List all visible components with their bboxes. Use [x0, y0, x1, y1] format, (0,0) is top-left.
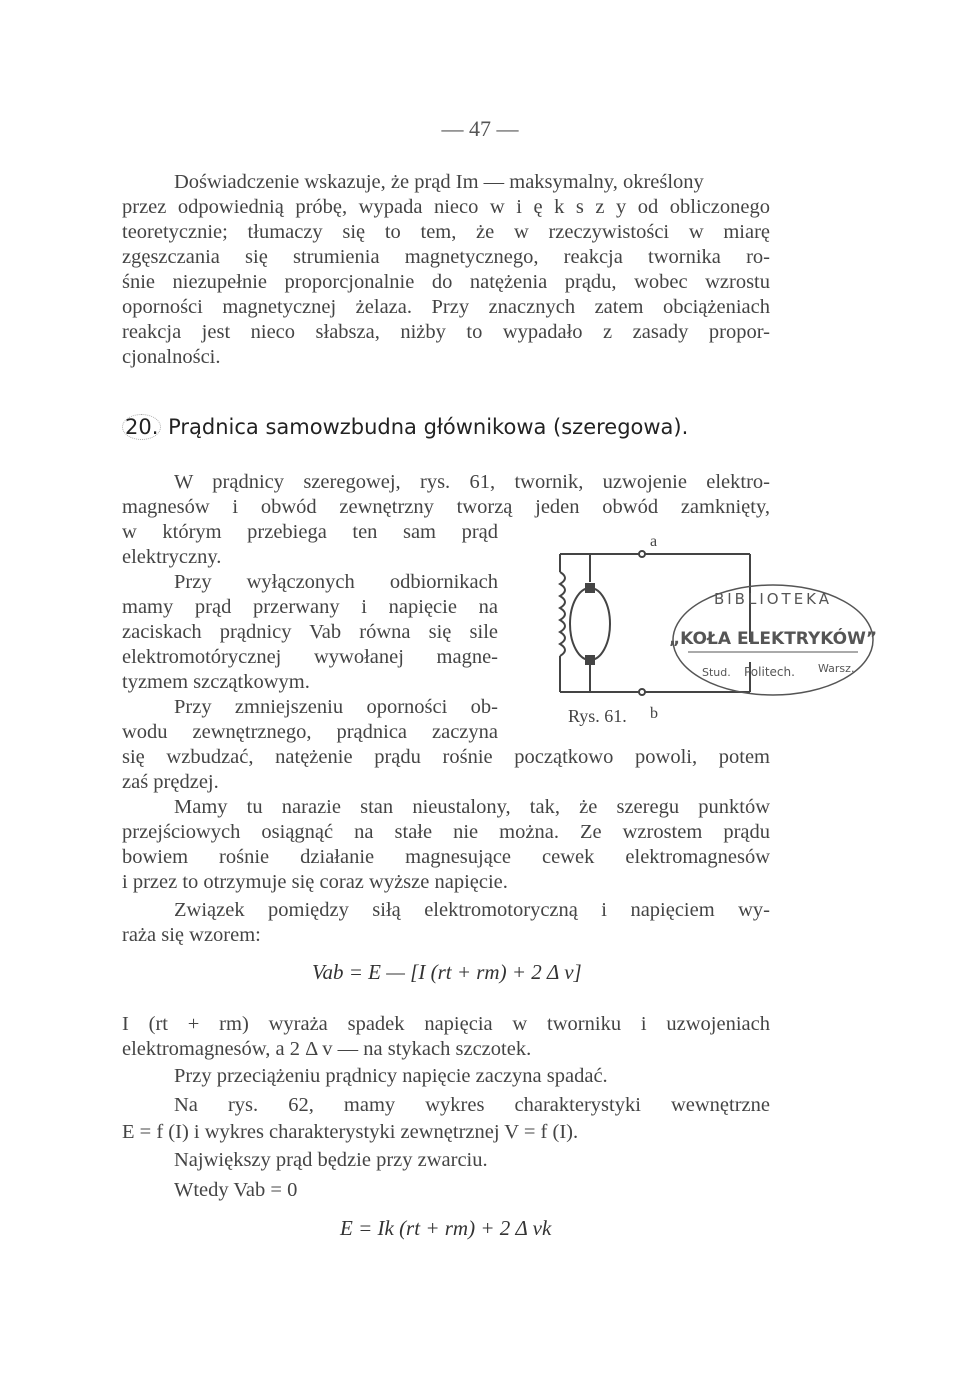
section-heading — [122, 414, 688, 440]
stamp-bottom-left: Stud. — [702, 666, 731, 679]
para2-line-2: magnesów i obwód zewnętrzny tworzą jeden obwód zamknięty, — [122, 496, 770, 518]
terminal-b — [639, 689, 645, 695]
section-title: Prądnica samowzbudna głównikowa (szeregowa). — [168, 415, 689, 439]
para1-line-1: Doświadczenie wskazuje, że prąd Im — maksymalny, określony — [174, 171, 704, 193]
section-number: 20. — [122, 414, 161, 440]
para7-line-2: elektromagnesów, a 2 Δ v — na stykach szczotek. — [122, 1038, 532, 1060]
para3-line-1: Przy wyłączonych odbiornikach — [174, 571, 498, 593]
label-b: b — [650, 705, 658, 722]
stamp-middle-text: „KOŁA ELEKTRYKÓW” — [668, 629, 878, 649]
para2-line-3: w którym przebiega ten sam prąd — [122, 521, 498, 543]
para9-line-2: E = f (I) i wykres charakterystyki zewnętrznej V = f (I). — [122, 1121, 579, 1143]
para8-line: Przy przeciążeniu prądnicy napięcie zaczyna spadać. — [174, 1065, 608, 1087]
para2-line-4: elektryczny. — [122, 546, 222, 568]
para1-line-6: oporności magnetycznej żelaza. Przy znacznych zatem obciążeniach — [122, 296, 770, 318]
para1-line-3: teoretycznie; tłumaczy się to tem, że w rzeczywistości w miarę — [122, 221, 770, 243]
figure-caption: Rys. 61. — [568, 706, 627, 726]
para3-line-2: mamy prąd przerwany i napięcie na — [122, 596, 498, 618]
label-a: a — [650, 533, 658, 550]
para3-line-3: zaciskach prądnicy Vab równa się sile — [122, 621, 498, 643]
para1-line-7: reakcja jest nieco słabsza, niżby to wypadało z zasady propor- — [122, 321, 770, 343]
stamp-bottom-right: Warsz. — [818, 662, 855, 675]
para5-line-1: Mamy tu narazie stan nieustalony, tak, że szeregu punktów — [174, 796, 770, 818]
page-number: — 47 — — [441, 116, 519, 141]
para1-line-4: zgęszczania się strumienia magnetycznego, reakcja twornika ro- — [122, 246, 770, 268]
para1-line-8: cjonalności. — [122, 346, 221, 368]
para6-line-2: raża się wzorem: — [122, 924, 261, 946]
armature — [570, 588, 610, 660]
para1-line-5: śnie niezupełnie proporcjonalnie do natężenia prądu, wobec wzrostu — [122, 271, 770, 293]
brush-top — [586, 584, 594, 592]
terminal-a — [639, 551, 645, 557]
para5-line-4: i przez to otrzymuje się coraz wyższe napięcie. — [122, 871, 508, 893]
stamp-bottom-mid: Politech. — [744, 665, 795, 679]
stamp-top-text: BIBLIOTEKA — [713, 590, 833, 608]
para9-line-1: Na rys. 62, mamy wykres charakterystyki wewnętrzne — [174, 1094, 770, 1116]
para10-line: Największy prąd będzie przy zwarciu. — [174, 1149, 488, 1171]
para3-line-5: tyzmem szczątkowym. — [122, 671, 310, 693]
formula-short-circuit: E = Ik (rt + rm) + 2 Δ vk — [340, 1216, 552, 1240]
para1-line-2: przez odpowiednią próbę, wypada nieco w i ę k s z y od obliczonego — [122, 196, 770, 218]
formula-voltage: Vab = E — [I (rt + rm) + 2 Δ v] — [312, 960, 582, 984]
para5-line-2: przejściowych osiągnąć na stałe nie można. Ze wzrostem prądu — [122, 821, 770, 843]
para3-line-4: elektromotórycznej wywołanej magne- — [122, 646, 498, 668]
para4-line-2: wodu zewnętrznego, prądnica zaczyna — [122, 721, 498, 743]
para2-line-1: W prądnicy szeregowej, rys. 61, twornik, uzwojenie elektro- — [174, 471, 770, 493]
para5-line-3: bowiem rośnie działanie magnesujące cewek elektromagnesów — [122, 846, 770, 868]
para6-line-1: Związek pomiędzy siłą elektromotoryczną i napięciem wy- — [174, 899, 770, 921]
library-stamp — [668, 580, 878, 700]
para4-line-1: Przy zmniejszeniu oporności ob- — [174, 696, 498, 718]
field-coil — [560, 572, 565, 656]
para11-line: Wtedy Vab = 0 — [174, 1179, 298, 1201]
para4-line-3: się wzbudzać, natężenie prądu rośnie początkowo powoli, potem — [122, 746, 770, 768]
para4-line-4: zaś prędzej. — [122, 771, 219, 793]
brush-bottom — [586, 656, 594, 664]
para7-line-1: I (rt + rm) wyraża spadek napięcia w tworniku i uzwojeniach — [122, 1013, 770, 1035]
